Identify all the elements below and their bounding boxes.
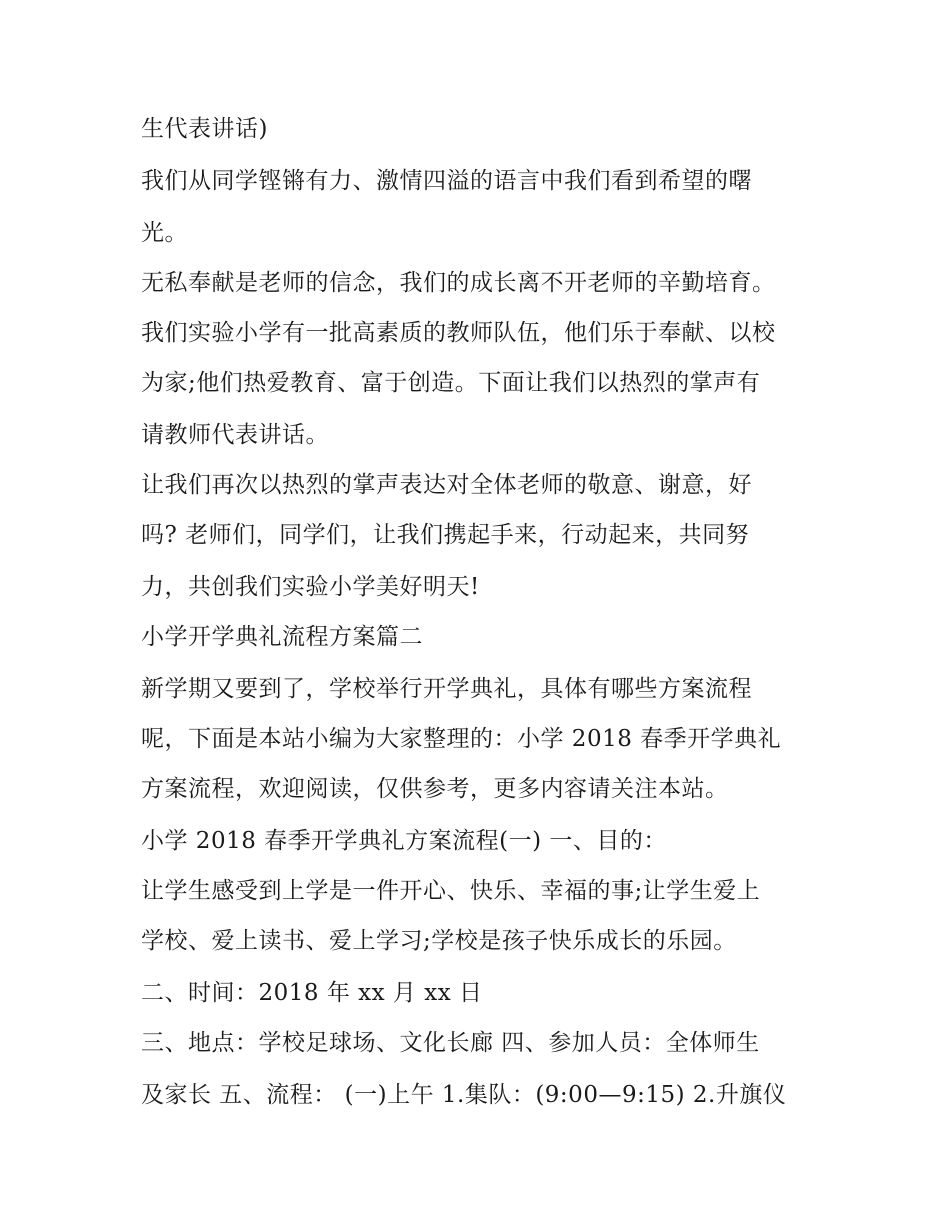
text-line: 呢，下面是本站小编为大家整理的：小学 2018 春季开学典礼 xyxy=(141,726,782,752)
text-line: 生代表讲话) xyxy=(141,116,268,142)
text-line: 二、时间：2018 年 xx 月 xx 日 xyxy=(141,980,483,1006)
text-line: 让学生感受到上学是一件开心、快乐、幸福的事;让学生爱上 xyxy=(141,878,761,904)
text-line: 为家;他们热爱教育、富于创造。下面让我们以热烈的掌声有 xyxy=(141,370,761,396)
text-line: 方案流程，欢迎阅读，仅供参考，更多内容请关注本站。 xyxy=(141,776,729,802)
text-line: 小学 2018 春季开学典礼方案流程(一) 一、目的： xyxy=(141,828,667,854)
text-line: 吗? 老师们，同学们，让我们携起手来，行动起来，共同努 xyxy=(141,522,750,548)
text-line: 无私奉献是老师的信念，我们的成长离不开老师的辛勤培育。 xyxy=(141,270,776,296)
text-line: 我们实验小学有一批高素质的教师队伍，他们乐于奉献、以校 xyxy=(141,320,776,346)
text-line: 我们从同学铿锵有力、激情四溢的语言中我们看到希望的曙 xyxy=(141,168,752,194)
text-line: 力，共创我们实验小学美好明天! xyxy=(141,574,480,600)
text-line: 三、地点：学校足球场、文化长廊 四、参加人员：全体师生 xyxy=(141,1030,760,1056)
text-line: 及家长 五、流程： (一)上午 1.集队：(9:00—9:15) 2.升旗仪 xyxy=(141,1082,787,1108)
text-line: 新学期又要到了，学校举行开学典礼，具体有哪些方案流程 xyxy=(141,676,752,702)
text-line: 请教师代表讲话。 xyxy=(141,422,329,448)
text-line: 让我们再次以热烈的掌声表达对全体老师的敬意、谢意，好 xyxy=(141,472,752,498)
section-heading: 小学开学典礼流程方案篇二 xyxy=(141,624,423,650)
text-line: 学校、爱上读书、爱上学习;学校是孩子快乐成长的乐园。 xyxy=(141,928,737,954)
text-line: 光。 xyxy=(141,220,188,246)
